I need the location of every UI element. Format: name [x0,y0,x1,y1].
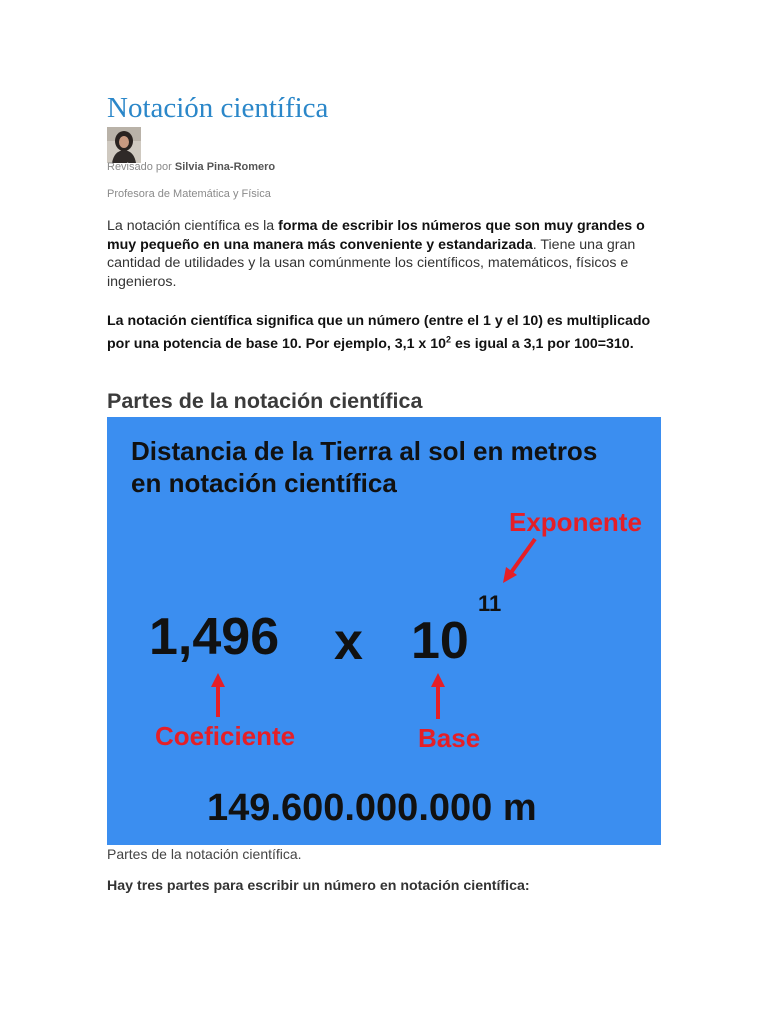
closing-paragraph: Hay tres partes para escribir un número en notación científica: [107,878,530,894]
notation-figure [107,417,661,845]
section-heading: Partes de la notación científica [107,389,423,413]
page-title: Notación científica [107,92,329,124]
reviewed-by [107,161,275,173]
reviewed-prefix: Revisado por [107,161,172,173]
figure-caption: Partes de la notación científica. [107,846,302,862]
intro-text-bold: forma de escribir los números que son muy grandes o muy pequeño en una manera más conveniente y estandarizada [107,218,645,253]
coefficient-arrow-icon [211,673,225,717]
intro-paragraph [107,217,667,291]
exponent-arrow-icon [503,539,535,583]
base-value: 10 [411,612,469,670]
arrows-overlay [107,417,661,845]
base-arrow-icon [431,673,445,719]
intro-text-end: . Tiene una gran cantidad de utilidades y la usan comúnmente los científicos, matemáticos, físicos e ingenieros. [107,236,636,290]
exponent-label: Exponente [509,507,642,537]
coefficient-label: Coeficiente [155,721,296,751]
exponent-value: 11 [478,591,502,616]
reviewer-role: Profesora de Matemática y Física [107,188,271,200]
reviewer-photo-icon [107,127,141,163]
figure-title-line-1: Distancia de la Tierra al sol en metros [131,436,598,466]
avatar [107,127,141,163]
full-distance-value: 149.600.000.000 m [207,787,537,829]
coefficient-value: 1,496 [149,608,280,666]
base-label: Base [418,723,481,753]
definition-exponent: 2 [446,334,452,345]
definition-text-end: es igual a 3,1 por 100=310. [451,336,634,353]
reviewer-name[interactable]: Silvia Pina-Romero [174,161,276,173]
figure-title-line-2: en notación científica [131,468,397,498]
intro-text-start: La notación científica es la [107,218,279,234]
definition-paragraph [107,312,667,354]
definition-text-start: La notación científica significa que un número (entre el 1 y el 10) es multiplicado por una potencia de base 10. Por ejemplo, 3,1 x 10 [107,313,651,353]
times-sign: x [334,613,363,671]
